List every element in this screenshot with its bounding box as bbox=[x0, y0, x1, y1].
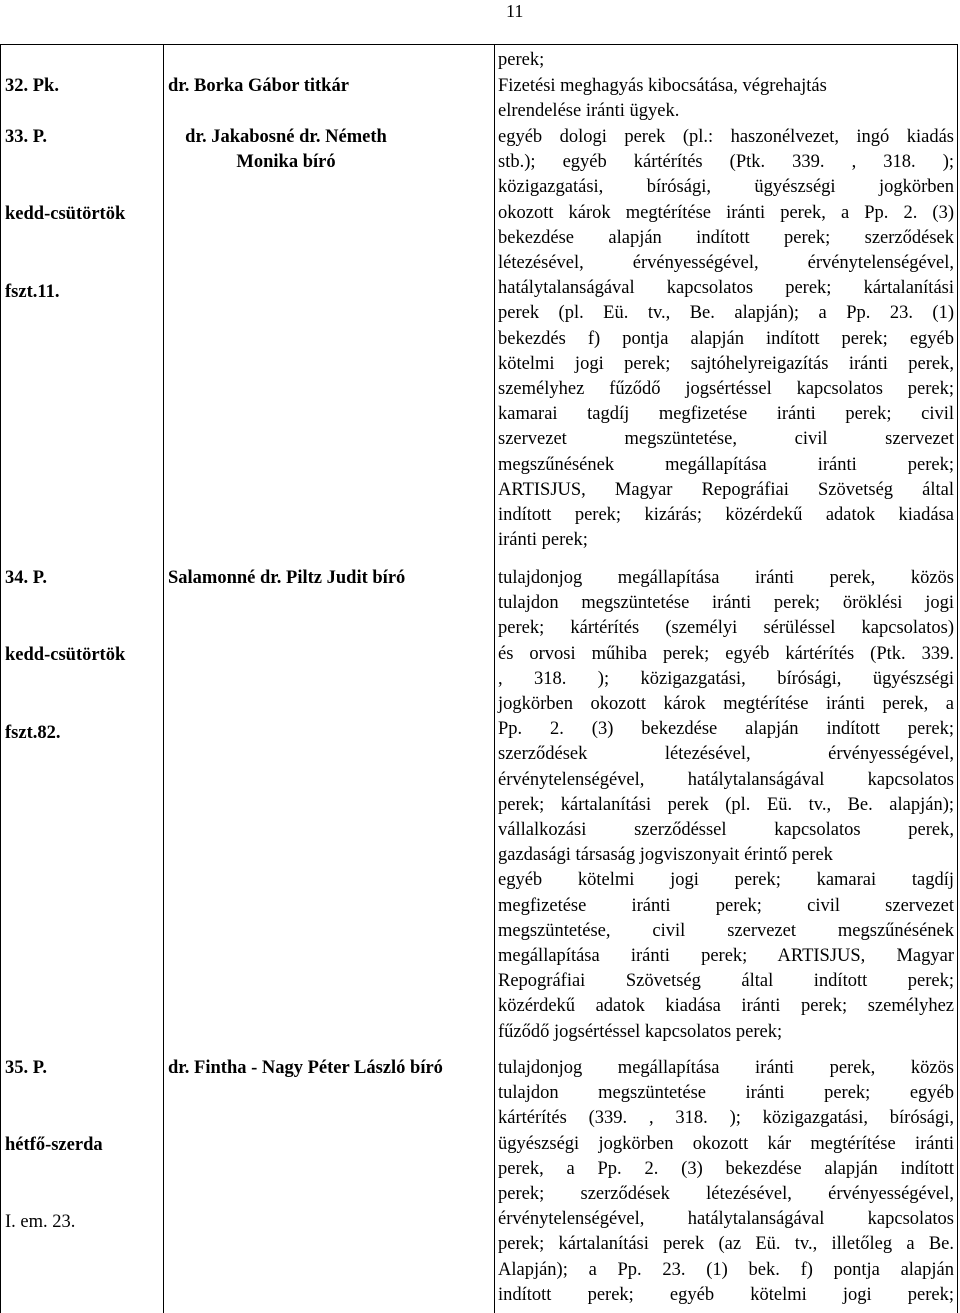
case-number: 32. Pk. bbox=[5, 76, 59, 96]
subject-line: bekezdés f) pontja alapján indított perek; egyéb bbox=[498, 328, 954, 349]
subject-line: érvénytelenségével, hatálytalanságával kapcsolatos bbox=[498, 1209, 954, 1230]
subject-line: Alapján); a Pp. 23. (1) bek. f) pontja alapján bbox=[498, 1259, 954, 1280]
subject-line: perek; szerződések létezésével, érvényességével, bbox=[498, 1184, 954, 1205]
subject-line: jogkörben okozott károk megtérítése iránti perek, a bbox=[498, 694, 954, 715]
row-3-case bbox=[5, 566, 160, 591]
row-2-case bbox=[5, 125, 160, 150]
subject-line: indított perek; egyéb kötelmi jogi perek; bbox=[498, 1284, 954, 1305]
subject-line: elrendelése iránti ügyek. bbox=[498, 101, 680, 122]
judge-name-line: Monika bíró bbox=[236, 152, 336, 173]
judge-name-line: dr. Jakabosné dr. Németh bbox=[185, 127, 387, 147]
subject-line: fűződő jogsértéssel kapcsolatos perek; bbox=[498, 1021, 783, 1042]
subject-line: közérdekű adatok kiadása iránti perek; személyhez bbox=[498, 996, 954, 1017]
row-2-subject bbox=[498, 125, 954, 553]
page-number: 11 bbox=[506, 1, 524, 21]
judge-name: dr. Fintha - Nagy Péter László bíró bbox=[168, 1058, 443, 1078]
row-2-day bbox=[5, 202, 160, 227]
subject-line: megszűnésének megállapítása iránti perek; bbox=[498, 454, 954, 475]
room: fszt.11. bbox=[5, 282, 60, 302]
row-2-room bbox=[5, 280, 160, 305]
row-4-judge bbox=[168, 1056, 493, 1081]
subject-line: szervezet megszüntetése, civil szervezet bbox=[498, 429, 954, 450]
subject-line: stb.); egyéb kártérítés (Ptk. 339. , 318. ); bbox=[498, 152, 954, 173]
subject-line: egyéb dologi perek (pl.: haszonélvezet, ingó kiadás bbox=[498, 127, 954, 147]
row-3-subject bbox=[498, 566, 954, 1045]
subject-line: perek; bbox=[498, 50, 545, 70]
subject-line: kártérítés (339. , 318. ); közigazgatási, bírósági, bbox=[498, 1108, 954, 1129]
row-4-room bbox=[5, 1210, 160, 1235]
subject-line: Fizetési meghagyás kibocsátása, végrehajtás bbox=[498, 76, 827, 96]
subject-line: megfizetése iránti perek; civil szervezet bbox=[498, 895, 954, 916]
hearing-days: kedd-csütörtök bbox=[5, 204, 126, 224]
column-divider bbox=[163, 44, 164, 1313]
subject-line: megállapítása iránti perek; ARTISJUS, Magyar bbox=[498, 946, 954, 967]
subject-line: megszüntetése, civil szervezet megszűnésének bbox=[498, 920, 954, 941]
subject-line: és orvosi műhiba perek; egyéb kártérítés (Ptk. 339. bbox=[498, 643, 954, 664]
subject-line: kamarai tagdíj megfizetése iránti perek; civil bbox=[498, 404, 954, 425]
subject-line: személyhez fűződő jogsértéssel kapcsolatos perek; bbox=[498, 379, 954, 400]
column-divider bbox=[494, 44, 495, 1313]
subject-line: okozott károk megtérítése iránti perek, a Pp. 2. (3) bbox=[498, 202, 954, 223]
subject-line: Pp. 2. (3) bekezdése alapján indított perek; bbox=[498, 719, 954, 740]
row-4-case bbox=[5, 1056, 160, 1081]
row-2-judge bbox=[168, 125, 404, 175]
subject-line: egyéb kötelmi jogi perek; kamarai tagdíj bbox=[498, 870, 954, 891]
judge-name: dr. Borka Gábor titkár bbox=[168, 76, 349, 96]
hearing-days: kedd-csütörtök bbox=[5, 645, 126, 665]
subject-line: tulajdon megszüntetése iránti perek; egyéb bbox=[498, 1083, 954, 1104]
subject-line: ügyészségi jogkörben okozott kár megtérítése iránti bbox=[498, 1133, 954, 1154]
subject-line: perek; kártérítés (személyi sérüléssel kapcsolatos) bbox=[498, 618, 954, 639]
case-number: 35. P. bbox=[5, 1058, 47, 1078]
subject-line: szerződések létezésével, érvényességével, bbox=[498, 744, 954, 765]
subject-line: perek, a Pp. 2. (3) bekezdése alapján indított bbox=[498, 1158, 954, 1179]
row-3-judge bbox=[168, 566, 493, 591]
subject-line: vállalkozási szerződéssel kapcsolatos perek, bbox=[498, 820, 954, 841]
subject-line: indított perek; kizárás; közérdekű adatok kiadása bbox=[498, 505, 954, 526]
subject-line: gazdasági társaság jogviszonyait érintő perek bbox=[498, 845, 833, 866]
subject-line: Repográfiai Szövetség által indított perek; bbox=[498, 971, 954, 992]
row-4-day bbox=[5, 1133, 160, 1158]
subject-line: ARTISJUS, Magyar Repográfiai Szövetség által bbox=[498, 479, 954, 500]
row-3-room bbox=[5, 721, 160, 746]
subject-line: kötelmi jogi perek; sajtóhelyreigazítás iránti perek, bbox=[498, 353, 954, 374]
subject-line: hatálytalanságával kapcsolatos perek; kártalanítási bbox=[498, 278, 954, 299]
room: fszt.82. bbox=[5, 723, 61, 743]
subject-line: tulajdonjog megállapítása iránti perek, közös bbox=[498, 1058, 954, 1078]
subject-line: perek; kártalanítási perek (pl. Eü. tv., Be. alapján); bbox=[498, 794, 954, 815]
case-number: 33. P. bbox=[5, 127, 47, 147]
case-number: 34. P. bbox=[5, 568, 47, 588]
row-1-subject bbox=[498, 74, 954, 124]
judge-name: Salamonné dr. Piltz Judit bíró bbox=[168, 568, 406, 588]
row-1-case bbox=[5, 74, 160, 99]
subject-line: perek (pl. Eü. tv., Be. alapján); a Pp. 23. (1) bbox=[498, 303, 954, 324]
subject-line: létezésével, érvényességével, érvénytelenségével, bbox=[498, 253, 954, 274]
subject-line: közigazgatási, bírósági, ügyészségi jogkörben bbox=[498, 177, 954, 198]
subject-line: , 318. ); közigazgatási, bírósági, ügyészségi bbox=[498, 668, 954, 689]
room: I. em. 23. bbox=[5, 1212, 76, 1232]
subject-line: tulajdonjog megállapítása iránti perek, közös bbox=[498, 568, 954, 588]
row-3-day bbox=[5, 643, 160, 668]
row-4-subject bbox=[498, 1056, 954, 1308]
subject-line: tulajdon megszüntetése iránti perek; öröklési jogi bbox=[498, 593, 954, 614]
row-0-subject bbox=[498, 48, 954, 73]
hearing-days: hétfő-szerda bbox=[5, 1135, 103, 1155]
row-1-judge bbox=[168, 74, 493, 99]
subject-line: perek; kártalanítási perek (az Eü. tv., illetőleg a Be. bbox=[498, 1234, 954, 1255]
subject-line: érvénytelenségével, hatálytalanságával kapcsolatos bbox=[498, 769, 954, 790]
subject-line: bekezdése alapján indított perek; szerződések bbox=[498, 227, 954, 248]
subject-line: iránti perek; bbox=[498, 530, 588, 551]
